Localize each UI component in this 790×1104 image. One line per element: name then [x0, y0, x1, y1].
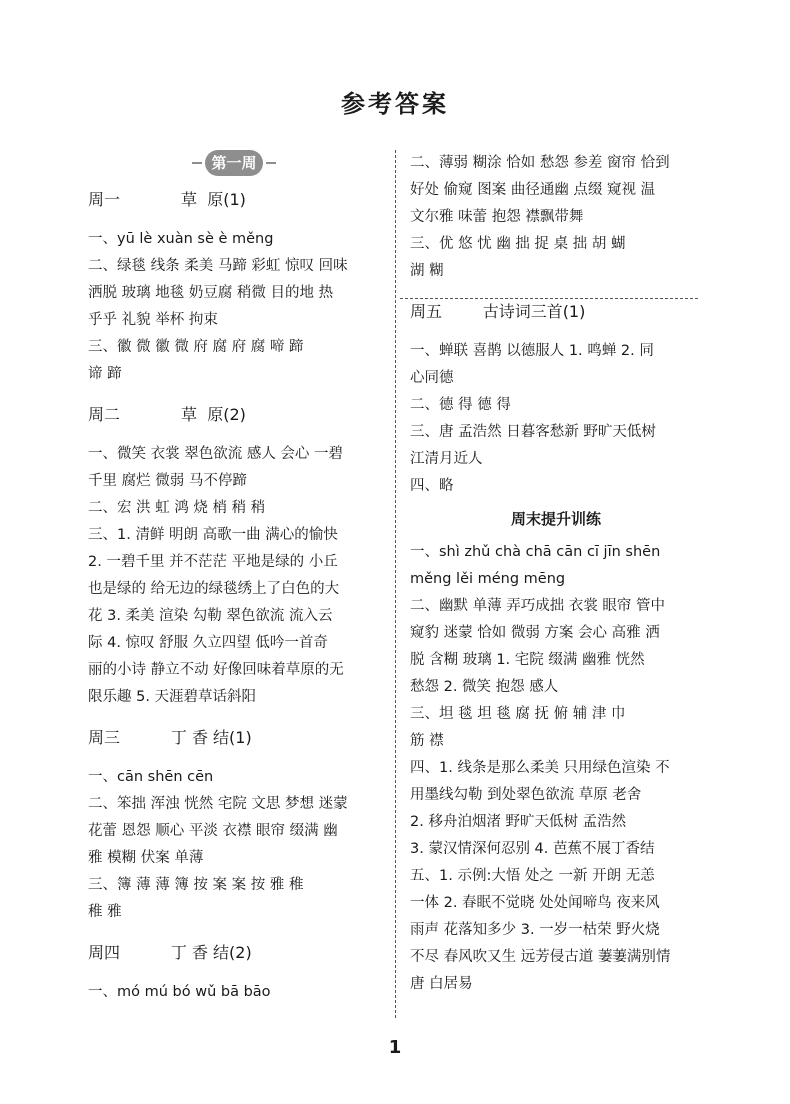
answer-line: 二、薄弱 糊涂 恰如 愁怨 参差 窗帘 恰到: [410, 155, 670, 171]
answer-line: 好处 偷窥 图案 曲径通幽 点缀 窥视 温: [410, 182, 656, 198]
answer-line: 二、绿毯 线条 柔美 马蹄 彩虹 惊叹 回味: [88, 258, 348, 274]
answer-line: 二、幽默 单薄 弄巧成拙 衣裳 眼帘 管中: [410, 598, 666, 614]
answer-line: měng lěi méng mēng: [410, 571, 566, 587]
section-rule: [400, 298, 698, 299]
answer-line: 2. 一碧千里 并不茫茫 平地是绿的 小丘: [88, 554, 338, 570]
answer-line: 唐 白居易: [410, 976, 473, 992]
answer-line: 愁怨 2. 微笑 抱怨 感人: [410, 679, 559, 695]
right-column: [410, 150, 702, 998]
answer-line: 不尽 春风吹又生 远芳侵古道 萋萋满别情: [410, 949, 671, 965]
column-divider: [395, 150, 396, 1018]
left-column: [88, 150, 380, 1006]
spacer: [410, 325, 702, 338]
answer-line: 三、1. 清鲜 明朗 高歌一曲 满心的愉快: [88, 527, 338, 543]
spacer: [88, 428, 380, 441]
answer-line: 二、德 得 德 得: [410, 397, 511, 413]
answer-line: 文尔雅 味蕾 抱怨 襟飘带舞: [410, 209, 584, 225]
section-heading: 周二 草 原(2): [88, 405, 246, 424]
answer-line: 二、笨拙 浑浊 恍然 宅院 文思 梦想 迷蒙: [88, 796, 348, 812]
answer-line: 际 4. 惊叹 舒服 久立四望 低吟一首奇: [88, 635, 328, 651]
answer-line: 稚 雅: [88, 904, 122, 920]
spacer: [88, 751, 380, 764]
page-number: 1: [388, 1037, 402, 1058]
answer-line: 一、shì zhǔ chà chā cān cī jīn shēn: [410, 544, 661, 560]
section-heading: 周四 丁 香 结(2): [88, 943, 252, 962]
answer-line: 四、略: [410, 478, 454, 494]
answer-line: 3. 蒙汉情深何忍别 4. 芭蕉不展丁香结: [410, 841, 655, 857]
answer-line: 千里 腐烂 微弱 马不停蹄: [88, 473, 247, 489]
answer-line: 心同德: [410, 370, 454, 386]
answer-line: 用墨线勾勒 到处翠色欲流 草原 老舍: [410, 787, 642, 803]
answer-line: 乎乎 礼貌 举杯 拘束: [88, 312, 218, 328]
spacer: [88, 966, 380, 979]
answer-line: 三、徽 微 徽 微 府 腐 府 腐 啼 蹄: [88, 339, 304, 355]
answer-line: 三、唐 孟浩然 日暮客愁新 野旷天低树: [410, 424, 656, 440]
answer-line: 限乐趣 5. 天涯碧草话斜阳: [88, 689, 257, 705]
answer-line: 雨声 花落知多少 3. 一岁一枯荣 野火烧: [410, 922, 660, 938]
answer-line: 一、微笑 衣裳 翠色欲流 感人 会心 一碧: [88, 446, 344, 462]
answer-line: 窥豹 迷蒙 恰如 微弱 方案 会心 高雅 洒: [410, 625, 660, 641]
week-badge: 第一周: [205, 150, 263, 176]
answer-line: 丽的小诗 静立不动 好像回味着草原的无: [88, 662, 344, 678]
spacer: [88, 213, 380, 226]
spacer: [88, 711, 380, 724]
answer-line: 2. 移舟泊烟渚 野旷天低树 孟浩然: [410, 814, 627, 830]
spacer: [88, 926, 380, 939]
answer-line: 三、优 悠 忧 幽 拙 捉 桌 拙 胡 蝴: [410, 236, 626, 252]
answer-line: 脱 含糊 玻璃 1. 宅院 缀满 幽雅 恍然: [410, 652, 645, 668]
answer-line: 江清月近人: [410, 451, 483, 467]
answer-line: 一、蝉联 喜鹊 以德服人 1. 鸣蝉 2. 同: [410, 343, 654, 359]
spacer: [88, 388, 380, 401]
answer-line: 花 3. 柔美 渲染 勾勒 翠色欲流 流入云: [88, 608, 333, 624]
answer-line: 雅 模糊 伏案 单薄: [88, 850, 204, 866]
answer-line: 四、1. 线条是那么柔美 只用绿色渲染 不: [410, 760, 670, 776]
answer-line: 一、cān shēn cēn: [88, 769, 214, 785]
answer-line: 也是绿的 给无边的绿毯绣上了白色的大: [88, 581, 340, 597]
section-heading: 周三 丁 香 结(1): [88, 728, 252, 747]
answer-line: 一、mó mú bó wǔ bā bāo: [88, 984, 271, 1000]
answer-line: 洒脱 玻璃 地毯 奶豆腐 稍微 目的地 热: [88, 285, 334, 301]
answer-line: 三、簿 薄 薄 簿 按 案 案 按 雅 稚: [88, 877, 304, 893]
spacer: [410, 285, 702, 298]
answer-line: 五、1. 示例:大悟 处之 一新 开朗 无恙: [410, 868, 655, 884]
section-heading: 周一 草 原(1): [88, 190, 246, 209]
answer-line: 筋 襟: [410, 733, 444, 749]
answer-line: 花蕾 恩怨 顺心 平淡 衣襟 眼帘 缀满 幽: [88, 823, 338, 839]
answer-line: 二、宏 洪 虹 鸿 烧 梢 稍 稍: [88, 500, 266, 516]
answer-line: 谛 蹄: [88, 366, 122, 382]
left-content: [88, 186, 380, 1006]
right-content: [410, 150, 702, 998]
answer-line: 一体 2. 春眠不觉晓 处处闻啼鸟 夜来风: [410, 895, 660, 911]
answer-line: 湖 糊: [410, 263, 444, 279]
answer-line: 三、坦 毯 坦 毯 腐 抚 俯 辅 津 巾: [410, 706, 626, 722]
section-heading: 周五 古诗词三首(1): [410, 302, 586, 321]
page-title: 参考答案: [341, 90, 449, 118]
section-title: 周末提升训练: [510, 510, 601, 528]
answer-line: 一、yū lè xuàn sè è měng: [88, 231, 274, 247]
